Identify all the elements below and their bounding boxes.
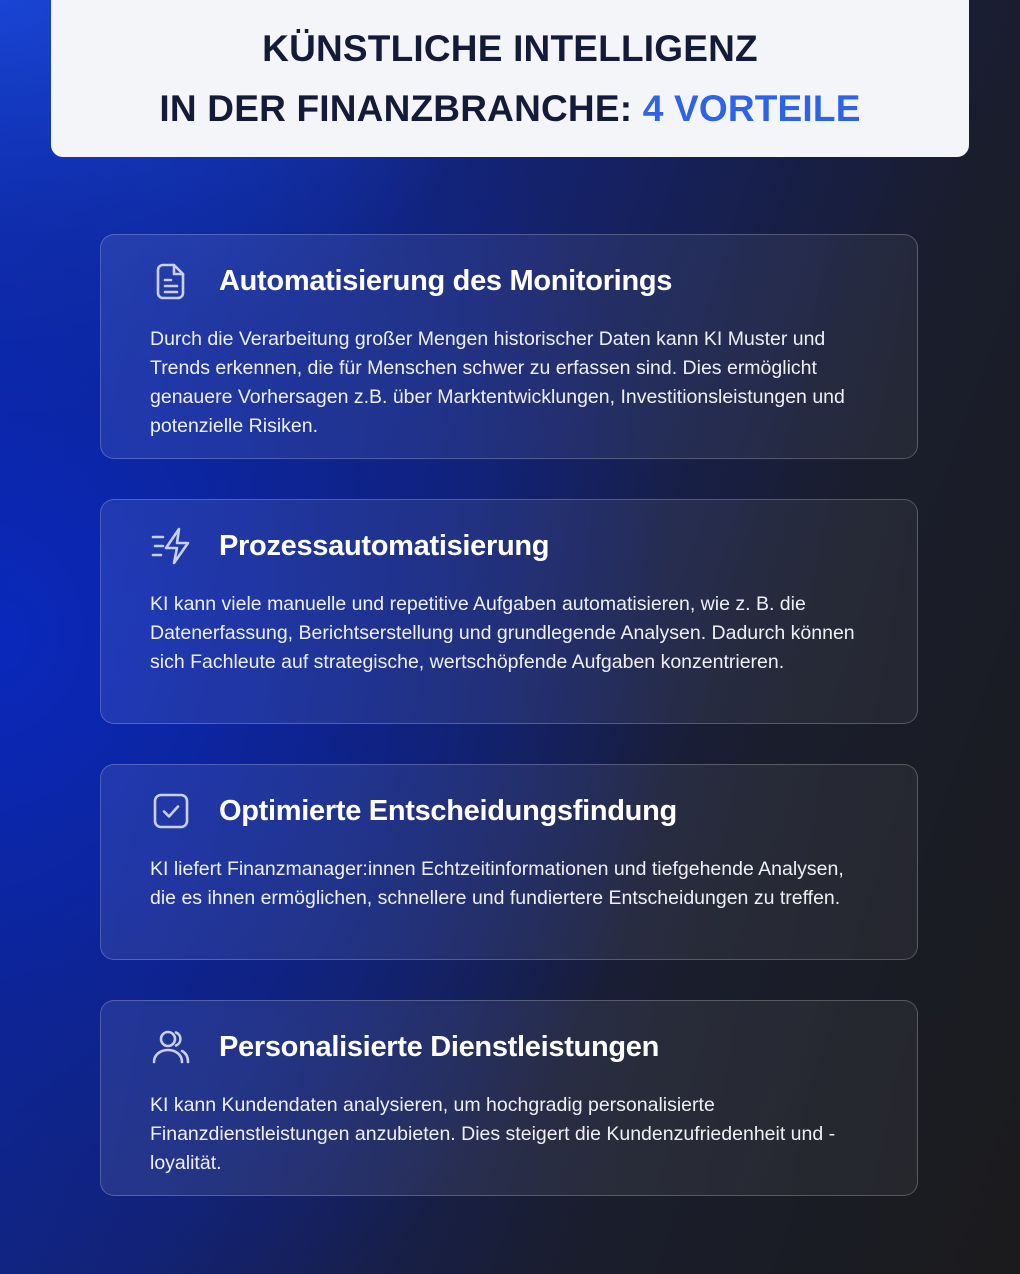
card-header xyxy=(151,791,677,831)
page-title-line-1: KÜNSTLICHE INTELLIGENZ xyxy=(262,27,758,69)
card-description: KI kann viele manuelle und repetitive Aufgaben automatisieren, wie z. B. die Datenerfassung, Berichtserstellung und grundlegende Analysen. Dadurch können sich Fachleute auf strategische, wertschöpfende Aufgaben konzentrieren. xyxy=(150,593,855,673)
card-title: Optimierte Entscheidungsfindung xyxy=(219,794,677,827)
benefit-card-personalized-services xyxy=(100,1000,918,1196)
benefit-card-decision-making xyxy=(100,764,918,960)
card-header xyxy=(151,1027,659,1067)
page-title-line-2 xyxy=(159,79,860,139)
benefit-card-process-automation xyxy=(100,499,918,724)
card-description: Durch die Verarbeitung großer Mengen historischer Daten kann KI Muster und Trends erkennen, die für Menschen schwer zu erfassen sind. Dies ermöglicht genauere Vorhersagen z.B. über Marktentwicklungen, Investitionsleistungen und potenzielle Risiken. xyxy=(150,328,845,437)
users-icon xyxy=(151,1027,191,1067)
card-description: KI kann Kundendaten analysieren, um hochgradig personalisierte Finanzdienstleistungen anzubieten. Dies steigert die Kundenzufriedenheit und -loyalität. xyxy=(150,1094,836,1174)
checkbox-icon xyxy=(151,791,191,831)
card-title: Prozessautomatisierung xyxy=(219,529,550,562)
card-title: Personalisierte Dienstleistungen xyxy=(219,1030,660,1063)
card-header xyxy=(151,526,549,566)
card-header xyxy=(151,261,672,301)
lightning-icon xyxy=(151,526,191,566)
benefit-card-monitoring xyxy=(100,234,918,459)
header-card xyxy=(51,0,969,157)
page-title-prefix: IN DER FINANZBRANCHE: xyxy=(159,87,643,129)
card-title: Automatisierung des Monitorings xyxy=(219,264,673,297)
page-title-accent: 4 VORTEILE xyxy=(642,87,861,129)
card-description: KI liefert Finanzmanager:innen Echtzeitinformationen und tiefgehende Analysen, die es ihnen ermöglichen, schnellere und fundiertere Entscheidungen zu treffen. xyxy=(150,858,844,909)
document-icon xyxy=(151,261,191,301)
